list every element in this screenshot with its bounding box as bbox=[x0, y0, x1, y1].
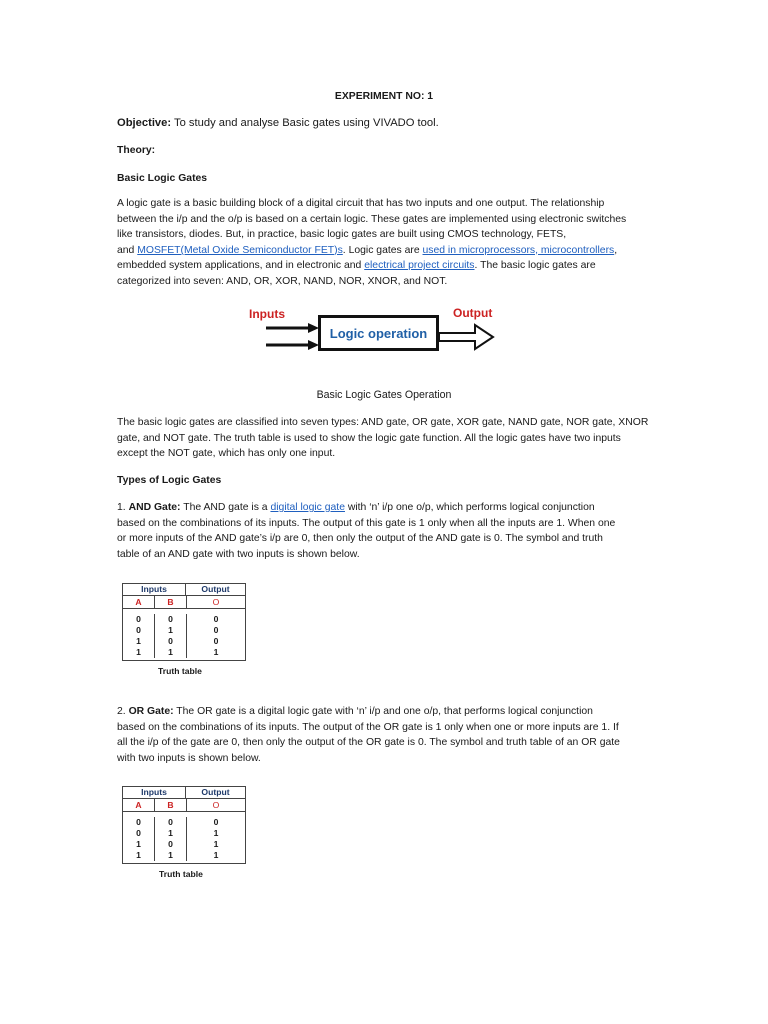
table-cell: 1 bbox=[123, 850, 155, 861]
table-cell: 0 bbox=[155, 614, 187, 625]
truth-table-caption: Truth table bbox=[159, 869, 203, 879]
table-cell: 0 bbox=[213, 614, 219, 624]
column-o-header: O bbox=[212, 800, 220, 810]
experiment-title: EXPERIMENT NO: 1 bbox=[334, 91, 434, 102]
table-cell: 0 bbox=[123, 817, 155, 828]
table-row bbox=[123, 850, 245, 861]
inputs-header: Inputs bbox=[123, 584, 186, 595]
text-run: and bbox=[117, 244, 138, 256]
microprocessors-link[interactable]: used in microprocessors, microcontrollers bbox=[422, 244, 615, 256]
column-o-header: O bbox=[212, 597, 220, 607]
intro-line: between the i/p and the o/p is based on a certain logic. These gates are implemented using electronic switches bbox=[117, 213, 627, 225]
column-a-header: A bbox=[123, 799, 155, 811]
table-cell: 0 bbox=[155, 817, 187, 828]
or-gate-line: all the i/p of the gate are 0, then only the output of the OR gate is 0. The symbol and truth table of an OR gate bbox=[117, 737, 620, 749]
text-run: with ‘n’ i/p one o/p, which performs logical conjunction bbox=[344, 502, 595, 513]
logic-operation-box bbox=[318, 315, 439, 351]
classification-line: The basic logic gates are classified into seven types: AND gate, OR gate, XOR gate, NAND gate, NOR gate, XNOR bbox=[117, 417, 649, 428]
table-cell: 0 bbox=[213, 817, 219, 827]
and-truth-table bbox=[122, 583, 246, 676]
or-gate-line: based on the combinations of its inputs. The output of the OR gate is 1 only when one or more inputs are 1. If bbox=[117, 721, 619, 733]
and-gate-line: or more inputs of the AND gate’s i/p are 0, then only the output of the AND gate is 0. The symbol and truth bbox=[117, 533, 603, 545]
types-heading: Types of Logic Gates bbox=[117, 475, 222, 486]
table-row bbox=[123, 828, 245, 839]
output-header: Output bbox=[201, 584, 230, 594]
and-gate-line: table of an AND gate with two inputs is shown below. bbox=[117, 548, 360, 560]
table-cell: 0 bbox=[155, 636, 187, 647]
text-run: The AND gate is a bbox=[180, 502, 271, 513]
text-run: embedded system applications, and in electronic and bbox=[117, 260, 365, 272]
table-cell: 1 bbox=[123, 647, 155, 658]
list-number: 2. bbox=[117, 706, 129, 717]
digital-logic-gate-link[interactable]: digital logic gate bbox=[270, 502, 345, 513]
table-cell: 1 bbox=[213, 828, 219, 838]
truth-table-grid bbox=[122, 786, 246, 864]
classification-paragraph bbox=[117, 415, 657, 462]
diagram-inputs-label: Inputs bbox=[249, 307, 285, 321]
text-run: The OR gate is a digital logic gate with ‘n’ i/p and one o/p, that performs logical conjunction bbox=[173, 706, 593, 717]
table-cell: 1 bbox=[155, 647, 187, 658]
column-b-header: B bbox=[155, 596, 187, 608]
or-gate-label: OR Gate: bbox=[128, 706, 174, 717]
and-gate-paragraph bbox=[117, 500, 657, 562]
classification-line: except the NOT gate, which has only one input. bbox=[117, 448, 336, 460]
intro-paragraph bbox=[117, 196, 657, 290]
objective-text: To study and analyse Basic gates using VIVADO tool. bbox=[171, 117, 439, 129]
input-arrow-icon bbox=[266, 323, 319, 350]
or-gate-line: with two inputs is shown below. bbox=[117, 752, 261, 764]
or-truth-table bbox=[122, 786, 246, 879]
and-gate-line: based on the combinations of its inputs. The output of this gate is 1 only when all the inputs are 1. When one bbox=[117, 517, 616, 529]
intro-line: like transistors, diodes. But, in practice, basic logic gates are built using CMOS technology, FETS, bbox=[117, 229, 567, 241]
table-cell: 1 bbox=[155, 850, 187, 861]
intro-line: categorized into seven: AND, OR, XOR, NAND, NOR, XNOR, and NOT. bbox=[117, 275, 448, 287]
table-cell: 0 bbox=[123, 625, 155, 636]
intro-line: A logic gate is a basic building block of a digital circuit that has two inputs and one output. The relationship bbox=[117, 198, 605, 209]
truth-table-grid bbox=[122, 583, 246, 661]
table-cell: 0 bbox=[155, 839, 187, 850]
inputs-header: Inputs bbox=[123, 787, 186, 798]
table-cell: 1 bbox=[213, 850, 219, 860]
table-cell: 0 bbox=[213, 636, 219, 646]
table-row bbox=[123, 636, 245, 647]
and-gate-line bbox=[117, 500, 657, 516]
text-run: , bbox=[614, 244, 618, 256]
table-cell: 0 bbox=[123, 828, 155, 839]
objective-label: Objective: bbox=[117, 117, 172, 129]
column-a-header: A bbox=[123, 596, 155, 608]
output-header: Output bbox=[201, 787, 230, 797]
table-row bbox=[123, 817, 245, 828]
and-gate-label: AND Gate: bbox=[128, 502, 181, 513]
text-run: . Logic gates are bbox=[342, 244, 423, 256]
diagram-caption: Basic Logic Gates Operation bbox=[316, 389, 452, 401]
classification-line: gate, and NOT gate. The truth table is used to show the logic gate function. All the logic gates have two inputs bbox=[117, 432, 621, 444]
or-gate-line bbox=[117, 704, 657, 720]
intro-line bbox=[117, 243, 657, 259]
table-cell: 0 bbox=[213, 625, 219, 635]
list-number: 1. bbox=[117, 502, 129, 513]
theory-heading: Theory: bbox=[117, 145, 156, 156]
table-row bbox=[123, 614, 245, 625]
intro-line bbox=[117, 258, 657, 274]
or-gate-paragraph bbox=[117, 704, 657, 766]
table-cell: 1 bbox=[155, 625, 187, 636]
table-cell: 1 bbox=[213, 647, 219, 657]
table-cell: 1 bbox=[123, 636, 155, 647]
table-row bbox=[123, 625, 245, 636]
mosfet-link[interactable]: MOSFET(Metal Oxide Semiconductor FET)s bbox=[137, 244, 343, 256]
table-cell: 1 bbox=[155, 828, 187, 839]
table-row bbox=[123, 839, 245, 850]
electrical-project-circuits-link[interactable]: electrical project circuits bbox=[364, 260, 475, 272]
logic-operation-diagram bbox=[244, 300, 514, 372]
table-row bbox=[123, 647, 245, 658]
column-b-header: B bbox=[155, 799, 187, 811]
table-cell: 0 bbox=[123, 614, 155, 625]
truth-table-caption: Truth table bbox=[158, 666, 202, 676]
output-arrow-icon bbox=[439, 325, 493, 349]
text-run: . The basic logic gates are bbox=[474, 260, 596, 272]
basic-logic-gates-heading: Basic Logic Gates bbox=[117, 173, 208, 184]
objective-line bbox=[117, 116, 439, 132]
table-cell: 1 bbox=[123, 839, 155, 850]
table-cell: 1 bbox=[213, 839, 219, 849]
logic-operation-text: Logic operation bbox=[329, 325, 428, 341]
diagram-output-label: Output bbox=[453, 306, 493, 320]
